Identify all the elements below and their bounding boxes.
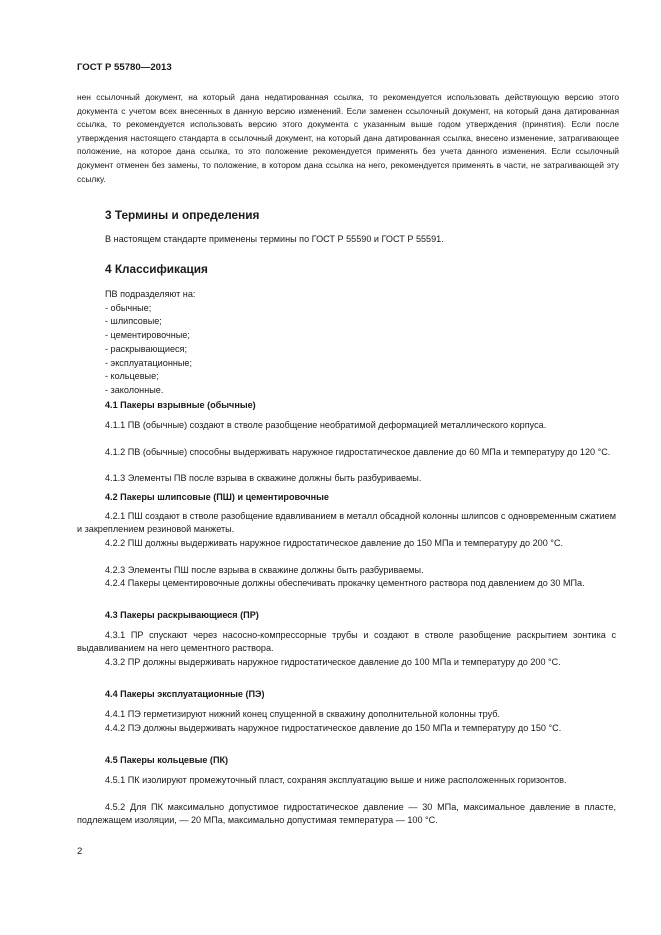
clause-4-1-2: 4.1.2 ПВ (обычные) способны выдерживать наружное гидростатическое давление до 60 МПа и температуру до 120 °С.: [105, 447, 611, 457]
clause-4-2-4: 4.2.4 Пакеры цементировочные должны обеспечивать прокачку цементного раствора под давлением до 30 МПа.: [105, 578, 585, 588]
clause-4-2-2: 4.2.2 ПШ должны выдерживать наружное гидростатическое давление до 150 МПа и температуру до 200 °С.: [105, 538, 564, 548]
clause-4-4-1: 4.4.1 ПЭ герметизируют нижний конец спущенной в скважину дополнительной колонны труб.: [105, 709, 500, 719]
list-item: - кольцевые;: [105, 371, 159, 382]
clause-4-5-2: 4.5.2 Для ПК максимально допустимое гидростатическое давление — 30 МПа, максимальное давление в пласте, подлежащем изоляции, — 20 МПа, максимально допустимая температура — 100 °С.: [77, 802, 616, 825]
section-4-4-title: 4.4 Пакеры эксплуатационные (ПЭ): [105, 689, 265, 699]
list-item: - шлипсовые;: [105, 316, 162, 327]
clause-4-4-2: 4.4.2 ПЭ должны выдерживать наружное гидростатическое давление до 150 МПа и температуру до 150 °С.: [105, 723, 562, 733]
intro-paragraph: нен ссылочный документ, на который дана недатированная ссылка, то рекомендуется использовать действующую версию этого документа с учетом всех внесенных в данную версию изменений. Если заменен ссылочный документ, на который дана датированная ссылка, то рекомендуется использовать версию этого документа с указанным выше годом утверждения (принятия). Если после утверждения настоящего стандарта в ссылочный документ, на который дана датированная ссылка, внесено изменение, затрагивающее положение, на которое дана ссылка, то это положение рекомендуется применять без учета данного изменения. Если ссылочный документ отменен без замены, то положение, в котором дана ссылка на него, рекомендуется применять в части, не затрагивающей эту ссылку.: [77, 92, 619, 184]
list-item: - заколонные.: [105, 384, 164, 395]
document-header: ГОСТ Р 55780—2013: [77, 62, 172, 73]
clause-4-3-1: 4.3.1 ПР спускают через насосно-компрессорные трубы и создают в стволе разобщение раскрытием зонтика с выдавливанием на него цементного раствора.: [77, 630, 616, 653]
list-item: - эксплуатационные;: [105, 357, 192, 368]
section-4-5-title: 4.5 Пакеры кольцевые (ПК): [105, 755, 229, 765]
section-3-title: 3 Термины и определения: [105, 208, 260, 222]
clause-4-2-3: 4.2.3 Элементы ПШ после взрыва в скважине должны быть разбуриваемы.: [105, 565, 424, 575]
clause-4-3-2: 4.3.2 ПР должны выдерживать наружное гидростатическое давление до 100 МПа и температуру до 200 °С.: [105, 657, 561, 667]
section-4-2-title: 4.2 Пакеры шлипсовые (ПШ) и цементировочные: [105, 492, 329, 502]
list-lead: ПВ подразделяют на:: [105, 289, 196, 299]
clause-4-1-1: 4.1.1 ПВ (обычные) создают в стволе разобщение необратимой деформацией металлического корпуса.: [105, 420, 547, 430]
clause-4-1-3: 4.1.3 Элементы ПВ после взрыва в скважине должны быть разбуриваемы.: [105, 473, 422, 483]
section-3-text: В настоящем стандарте применены термины по ГОСТ Р 55590 и ГОСТ Р 55591.: [105, 234, 444, 244]
list-item: - обычные;: [105, 302, 152, 313]
list-item: - раскрывающиеся;: [105, 343, 188, 354]
classification-list: [105, 288, 195, 398]
section-4-title: 4 Классификация: [105, 262, 208, 276]
section-4-3-title: 4.3 Пакеры раскрывающиеся (ПР): [105, 610, 259, 620]
list-item: - цементировочные;: [105, 330, 190, 341]
clause-4-5-1: 4.5.1 ПК изолируют промежуточный пласт, сохраняя эксплуатацию выше и ниже расположенных горизонтов.: [105, 775, 567, 785]
page-number: 2: [77, 846, 83, 857]
section-4-1-title: 4.1 Пакеры взрывные (обычные): [105, 400, 256, 410]
clause-4-2-1: 4.2.1 ПШ создают в стволе разобщение вдавливанием в металл обсадной колонны шлипсов с одновременным сжатием и закреплением резиновой манжеты.: [77, 511, 616, 534]
